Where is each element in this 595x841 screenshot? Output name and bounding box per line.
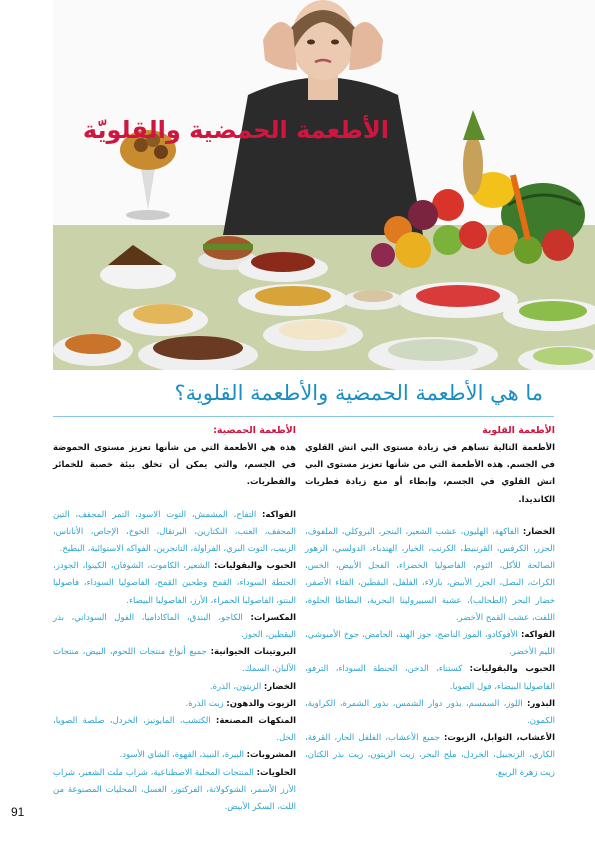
acidic-column bbox=[53, 422, 296, 816]
acidic-item-proteins bbox=[53, 644, 296, 678]
item-label: الخضار: bbox=[522, 526, 555, 537]
item-label: الحلويات: bbox=[256, 767, 297, 778]
alkaline-item-vegetables bbox=[305, 524, 555, 627]
item-label: الفواكه: bbox=[521, 630, 555, 641]
acidic-item-nuts bbox=[53, 610, 296, 644]
item-label: المنكهات المصنعة: bbox=[215, 716, 296, 727]
item-text: اللوز، السمسم، بذور دوار الشمس، بذور الشمرة، الكراوية، الكمون. bbox=[305, 698, 555, 727]
item-text: كستناء، الدخن، الحنطة السوداء، الترفو، الفاصوليا البيضاء، فول الصويا. bbox=[305, 664, 555, 692]
acidic-item-oils bbox=[53, 696, 296, 713]
hero-title: الأطعمة الحمضية والقلويّة bbox=[82, 116, 389, 144]
item-label: الحبوب والبقوليات: bbox=[469, 664, 555, 675]
item-text: جميع أنواع منتجات اللحوم، البيض، منتجات الألبان، السمك. bbox=[53, 647, 296, 675]
item-text: الأفوكادو، الموز الناضج، جوز الهند، الحامض، جوخ الأميوشي، الليم الأخضر. bbox=[305, 630, 555, 658]
item-text: الشعير، الكاموت، الشوفان، الكينوا، الجودر، الحنطة السوداء، القمح وطحين القمح، الفاصوليا السوداء، فاصوليا البنتو، الفاصوليا الحمراء، الأرز، الفاصوليا البيضاء. bbox=[53, 561, 296, 606]
item-text: الكتشب، المايونيز، الخردل، صلصة الصويا، الخل. bbox=[53, 716, 296, 744]
alkaline-item-fruits bbox=[305, 627, 555, 661]
acidic-intro: هذه هي الأطعمة التي من شأنها تعزيز مستوى الحموضة في الجسم، والتي يمكن أن تخلق بيئة خصبة للخمائر والفطريات. bbox=[53, 443, 296, 488]
alkaline-item-seeds bbox=[305, 696, 555, 730]
alkaline-heading: الأطعمة القلوية bbox=[482, 425, 555, 436]
heading-rule bbox=[53, 416, 554, 417]
acidic-item-condiments bbox=[53, 713, 296, 747]
page-number: 91 bbox=[11, 805, 25, 819]
item-label: البروتينات الحيوانية: bbox=[210, 647, 296, 658]
item-text: الزيتون، الذرة. bbox=[209, 681, 262, 692]
item-label: المشروبات: bbox=[246, 750, 296, 761]
acidic-item-vegetables bbox=[53, 679, 296, 696]
alkaline-intro: الأطعمة التالية تساهم في زيادة مستوى البي اتش القلوي في الجسم. هذه الأطعمة التي من شأنها تعزيز مستوى البي اتش القلوي في الجسم، وإبطاء أو منع زيادة فطريات الكانديدا. bbox=[305, 443, 555, 505]
item-text: جميع الأعشاب، الفلفل الحار، القرفة، الكاري، الزنجبيل، الخردل، ملح البحر، زيت الزيتون، زيت بذر الكتان، زيت زهرة الربيع. bbox=[305, 733, 555, 778]
acidic-item-drinks bbox=[53, 747, 296, 764]
item-text: الكاجو، البندق، الماكاداميا، الفول السوداني، بذر اليقطين، الجوز. bbox=[53, 612, 296, 641]
food-table-illustration bbox=[53, 0, 595, 370]
alkaline-item-herbs bbox=[305, 730, 555, 782]
item-label: البذور: bbox=[526, 698, 555, 709]
item-text: البيرة، النبيذ، القهوة، الشاي الأسود. bbox=[119, 750, 244, 761]
item-label: الأعشاب، التوابل، الزيوت: bbox=[443, 733, 556, 744]
item-label: الحبوب والبقوليات: bbox=[214, 561, 297, 572]
item-label: المكسرات: bbox=[250, 612, 296, 623]
acidic-heading: الأطعمة الحمضية: bbox=[213, 425, 296, 436]
acidic-item-sweets bbox=[53, 765, 296, 817]
item-text: زيت الذرة. bbox=[185, 698, 224, 709]
alkaline-item-grains bbox=[305, 661, 555, 695]
alkaline-column bbox=[305, 422, 555, 782]
hero-photo bbox=[53, 0, 595, 370]
acidic-item-grains bbox=[53, 558, 296, 610]
acidic-item-fruits bbox=[53, 507, 296, 559]
item-text: التفاح، المشمش، التوت الاسود، التمر المجفف، التين المجفف، العنب، النكتارين، البرتقال، الخوخ، الإجاص، الأناناس، الزبيب، التوت البري، الفراولة، التانجرين، الفواكه الاستوائية، البطيخ. bbox=[53, 509, 296, 555]
item-label: الفواكه: bbox=[262, 509, 296, 520]
item-label: الزيوت والدهون: bbox=[226, 698, 296, 709]
item-text: المنتجات المحلية الاصطناعية، شراب ملت الشعير، شراب الأرز الأسمر، الشوكولاتة، الفركتوز، العسل، المحليات المصنوعة من اللت، السكر الأبيض. bbox=[53, 767, 296, 813]
item-text: الفاكهة، الهليون، عشب الشعير، البنجر، البروكلي، الملفوف، الجزر، الكرفس، القرنبيط، الكرنب، الخيار، الهندباء، الدولسي، الزهور الصالحة للأكل، الثوم، الفاصوليا الخضراء، الفجل الأبيض، الخس، الكراث، البصل، الجزر الأبيض، بازلاء، الفلفل، اليقطين، القثاء الأصفر، خضار البحر (الطحالب)، عشبة السبيرولينا البحرية، البطاطا الحلوة، اللفت، عشب القمح الأخضر. bbox=[305, 526, 555, 623]
section-heading: ما هي الأطعمة الحمضية والأطعمة القلوية؟ bbox=[174, 381, 543, 405]
item-label: الخضار: bbox=[263, 681, 296, 692]
